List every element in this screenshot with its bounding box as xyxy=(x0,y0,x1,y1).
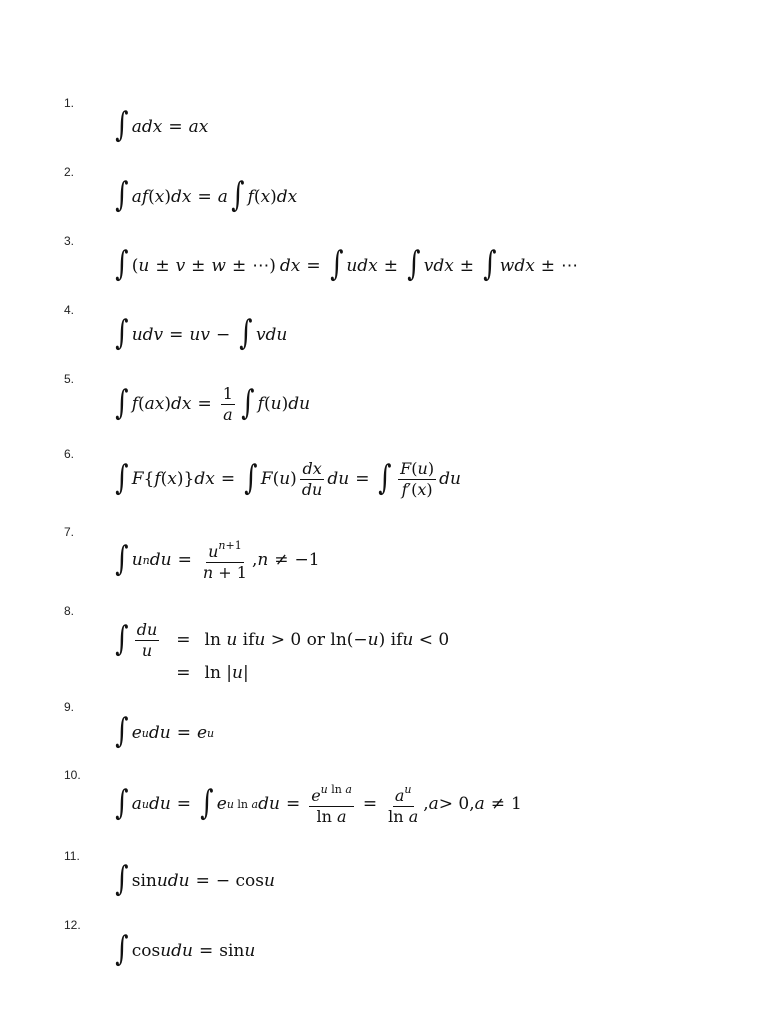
formula-number-3: 3. xyxy=(64,234,75,248)
formula-11: ∫ sin udu = − cos u xyxy=(115,859,275,899)
formula-1: ∫ adx = ax xyxy=(115,105,209,145)
formula-2: ∫ af ( x ) dx = a ∫ f ( x ) dx xyxy=(115,175,298,215)
formula-7: ∫ u n du = $\frac{u^{n+1}}{n + 1}$ , n ≠ −1 xyxy=(115,538,320,582)
formula-number-2: 2. xyxy=(64,165,75,179)
formula-number-9: 9. xyxy=(64,700,75,714)
formula-number-11: 11. xyxy=(64,849,80,863)
formula-number-7: 7. xyxy=(64,525,75,539)
formula-number-4: 4. xyxy=(64,303,75,317)
formula-number-12: 12. xyxy=(64,918,81,932)
formula-5: ∫ f ( ax ) dx = $\frac{1}{a}$ ∫ f ( u ) du xyxy=(115,382,311,424)
formula-6: ∫ F { f ( x )} dx = ∫ F ( u ) $\frac{dx}{du}$ du = ∫ $\frac{F(u)}{f'(x)}$ du xyxy=(115,457,461,499)
formula-10: ∫ a u du = ∫ e u ln a du = $\frac{e^{u ln a}}{\text{ln a}}$ = $\frac{a^u}{\text{ln a}}$ , a > 0, a ≠ 1 xyxy=(115,782,522,826)
formula-number-6: 6. xyxy=(64,447,75,461)
formula-12: ∫ cos udu = sin u xyxy=(115,929,256,969)
formula-8: ∫ $\frac{du}{u}$ = ln u ifu > 0 or ln(−u) ifu < 0 = ln |u| xyxy=(115,618,450,683)
formula-number-8: 8. xyxy=(64,604,75,618)
formula-3: ∫ ( u ± v ± w ± ⋯) dx = ∫ udx ± ∫ vdx ± ∫ wdx ± ⋯ xyxy=(115,244,579,284)
formula-number-10: 10. xyxy=(64,768,81,782)
formula-4: ∫ udv = uv − ∫ vdu xyxy=(115,313,288,353)
formula-9: ∫ e u du = e u xyxy=(115,711,215,751)
formula-number-5: 5. xyxy=(64,372,75,386)
formula-number-1: 1. xyxy=(64,96,75,110)
